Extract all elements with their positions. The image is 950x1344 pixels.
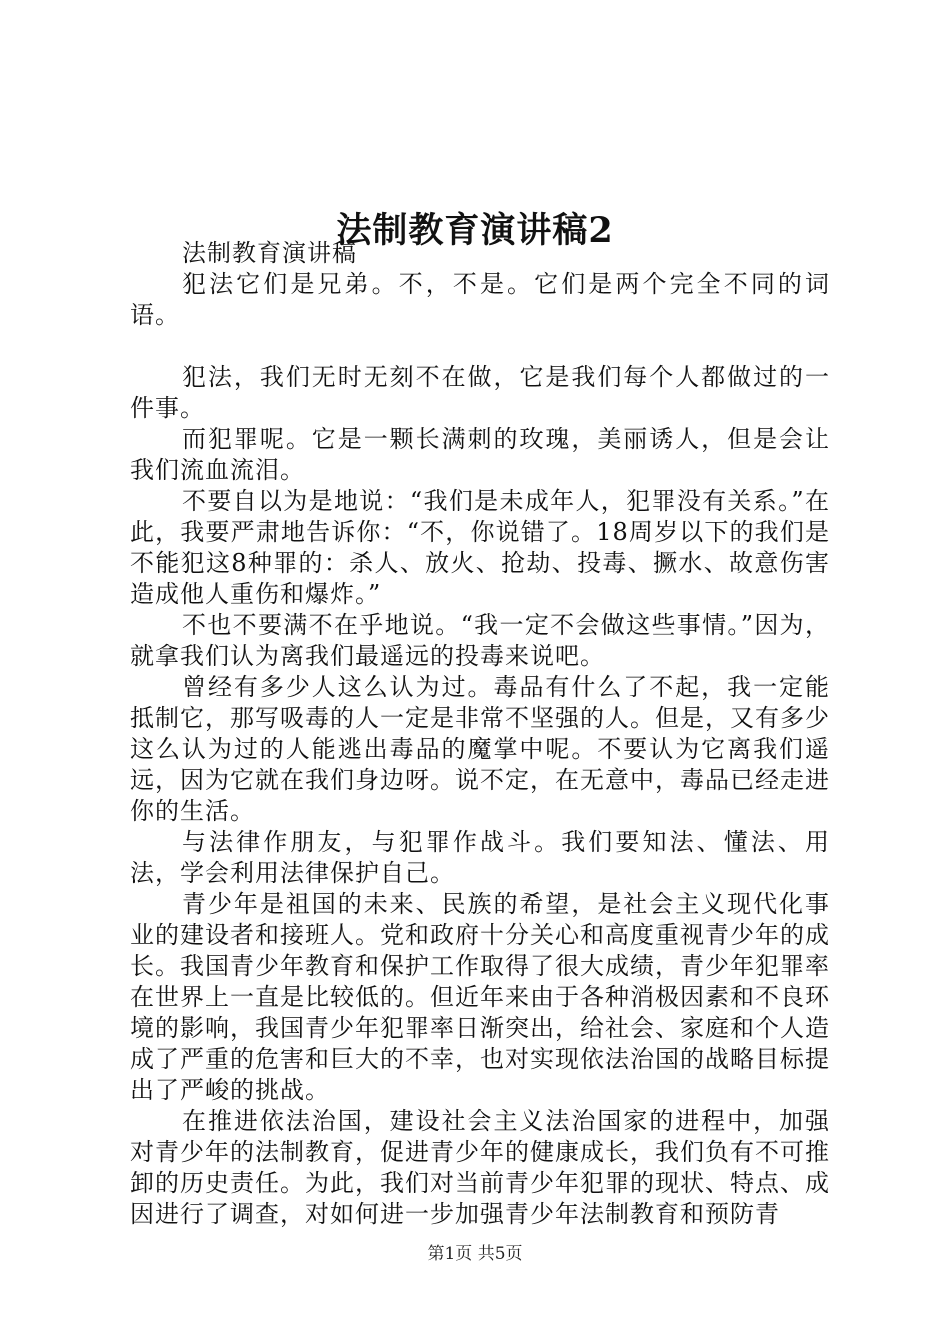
paragraph-3: 而犯罪呢。它是一颗长满刺的玫瑰，美丽诱人，但是会让我们流血流泪。 bbox=[130, 425, 830, 484]
paragraph-2: 犯法，我们无时无刻不在做，它是我们每个人都做过的一件事。 bbox=[130, 363, 830, 422]
paragraph-8: 青少年是祖国的未来、民族的希望，是社会主义现代化事业的建设者和接班人。党和政府十分关心和高度重视青少年的成长。我国青少年教育和保护工作取得了很大成绩，青少年犯罪率在世界上一直是比较低的。但近年来由于各种消极因素和不良环境的影响，我国青少年犯罪率日渐突出，给社会、家庭和个人造成了严重的危害和巨大的不幸，也对实现依法治国的战略目标提出了严峻的挑战。 bbox=[130, 890, 830, 1104]
paragraph-6: 曾经有多少人这么认为过。毒品有什么了不起，我一定能抵制它，那写吸毒的人一定是非常不坚强的人。但是，又有多少这么认为过的人能逃出毒品的魔掌中呢。不要认为它离我们遥远，因为它就在我们身边呀。说不定，在无意中，毒品已经走进你的生活。 bbox=[130, 673, 830, 825]
paragraph-1: 犯法它们是兄弟。不，不是。它们是两个完全不同的词语。 bbox=[130, 270, 830, 329]
paragraph-4: 不要自以为是地说：“我们是未成年人，犯罪没有关系。”在此，我要严肃地告诉你：“不，你说错了。18周岁以下的我们是不能犯这8种罪的：杀人、放火、抢劫、投毒、撅水、故意伤害造成他人重伤和爆炸。” bbox=[130, 487, 830, 608]
document-subtitle: 法制教育演讲稿 bbox=[182, 239, 357, 267]
document-title: 法制教育演讲稿2 bbox=[336, 210, 614, 252]
document-body bbox=[130, 238, 830, 1230]
paragraph-9: 在推进依法治国，建设社会主义法治国家的进程中，加强对青少年的法制教育，促进青少年的健康成长，我们负有不可推卸的历史责任。为此，我们对当前青少年犯罪的现状、特点、成因进行了调查，对如何进一步加强青少年法制教育和预防青 bbox=[130, 1107, 830, 1228]
paragraph-7: 与法律作朋友，与犯罪作战斗。我们要知法、懂法、用法，学会利用法律保护自己。 bbox=[130, 828, 830, 887]
page-footer: 第1页 共5页 bbox=[427, 1244, 523, 1264]
paragraph-5: 不也不要满不在乎地说。“我一定不会做这些事情。”因为，就拿我们认为离我们最遥远的投毒来说吧。 bbox=[130, 611, 830, 670]
